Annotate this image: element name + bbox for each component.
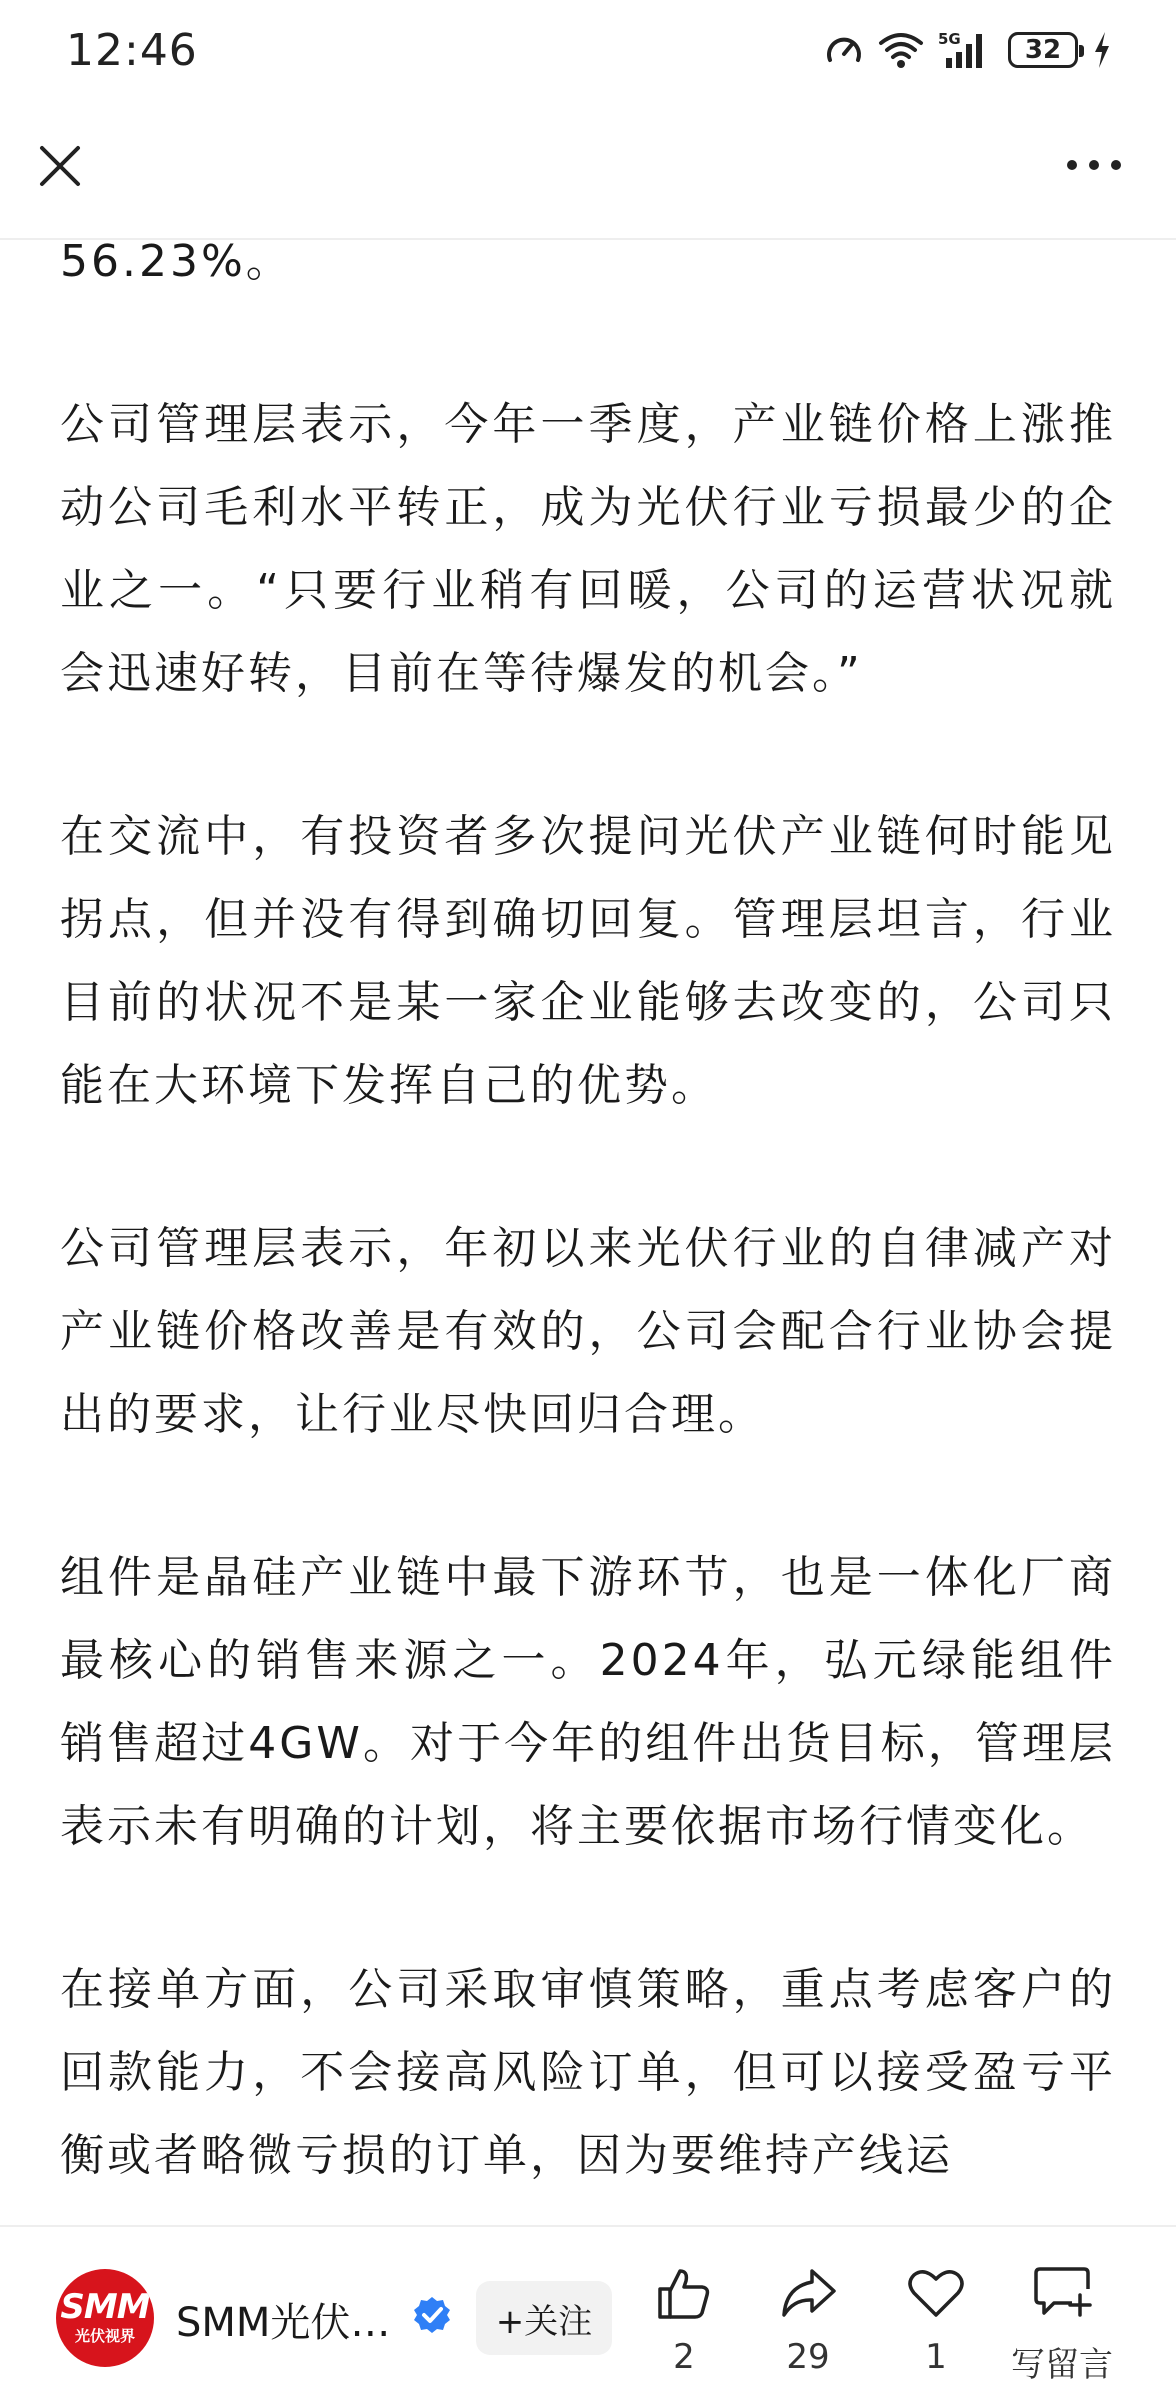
heart-icon xyxy=(906,2263,966,2323)
cellular-signal xyxy=(938,30,994,70)
like-button[interactable] xyxy=(624,2263,744,2393)
article-paragraph: 组件是晶硅产业链中最下游环节，也是一体化厂商最核心的销售来源之一。2024年，弘元绿能组件销售超过4GW。对于今年的组件出货目标，管理层表示未有明确的计划，将主要依据市场行情变化。 xyxy=(60,1552,1116,1852)
verified-badge-icon xyxy=(412,2295,452,2335)
logo-subtext: 光伏视界 xyxy=(74,2327,135,2345)
charging-icon xyxy=(1092,30,1112,70)
comment-button[interactable] xyxy=(1002,2263,1122,2393)
share-icon xyxy=(778,2263,838,2323)
status-time: 12:46 xyxy=(66,24,198,76)
article-paragraph: 公司管理层表示，今年一季度，产业链价格上涨推动公司毛利水平转正，成为光伏行业亏损最少的企业之一。“只要行业稍有回暖，公司的运营状况就会迅速好转，目前在等待爆发的机会。” xyxy=(60,399,1116,699)
share-count: 29 xyxy=(786,2337,830,2377)
logo-text: SMM xyxy=(60,2287,150,2327)
author-avatar[interactable] xyxy=(56,2269,154,2367)
thumbs-up-icon xyxy=(654,2263,714,2323)
article-paragraph: 56.23%。 xyxy=(60,236,293,287)
close-icon[interactable] xyxy=(36,142,84,190)
comment-add-icon xyxy=(1032,2263,1092,2323)
more-icon[interactable] xyxy=(1064,150,1124,180)
article-paragraph: 在交流中，有投资者多次提问光伏产业链何时能见拐点，但并没有得到确切回复。管理层坦言，行业目前的状况不是某一家企业能够去改变的，公司只能在大环境下发挥自己的优势。 xyxy=(60,811,1116,1111)
author-name[interactable]: SMM光伏… xyxy=(176,2300,391,2346)
data-speed-icon xyxy=(824,30,864,70)
nav-bar xyxy=(0,100,1176,240)
article-paragraph: 公司管理层表示，年初以来光伏行业的自律减产对产业链价格改善是有效的，公司会配合行业协会提出的要求，让行业尽快回归合理。 xyxy=(60,1223,1116,1440)
bottom-action-bar xyxy=(0,2225,1176,2400)
follow-button[interactable] xyxy=(476,2281,612,2355)
battery-level: 32 xyxy=(1024,35,1062,65)
article-paragraph: 在接单方面，公司采取审慎策略，重点考虑客户的回款能力，不会接高风险订单，但可以接受盈亏平衡或者略微亏损的订单，因为要维持产线运 xyxy=(60,1964,1116,2181)
status-icons xyxy=(824,30,1112,70)
like-count: 2 xyxy=(673,2337,695,2377)
article-body xyxy=(60,220,1116,2210)
signal-bars-icon xyxy=(938,30,994,70)
favorite-count: 1 xyxy=(925,2337,947,2377)
favorite-button[interactable] xyxy=(876,2263,996,2393)
comment-label: 写留言 xyxy=(1011,2345,1113,2385)
status-bar xyxy=(0,0,1176,100)
share-button[interactable] xyxy=(748,2263,868,2393)
battery-indicator xyxy=(1008,32,1078,68)
wifi-icon xyxy=(878,30,924,70)
network-type: 5G xyxy=(938,30,961,48)
follow-label: +关注 xyxy=(495,2301,593,2342)
